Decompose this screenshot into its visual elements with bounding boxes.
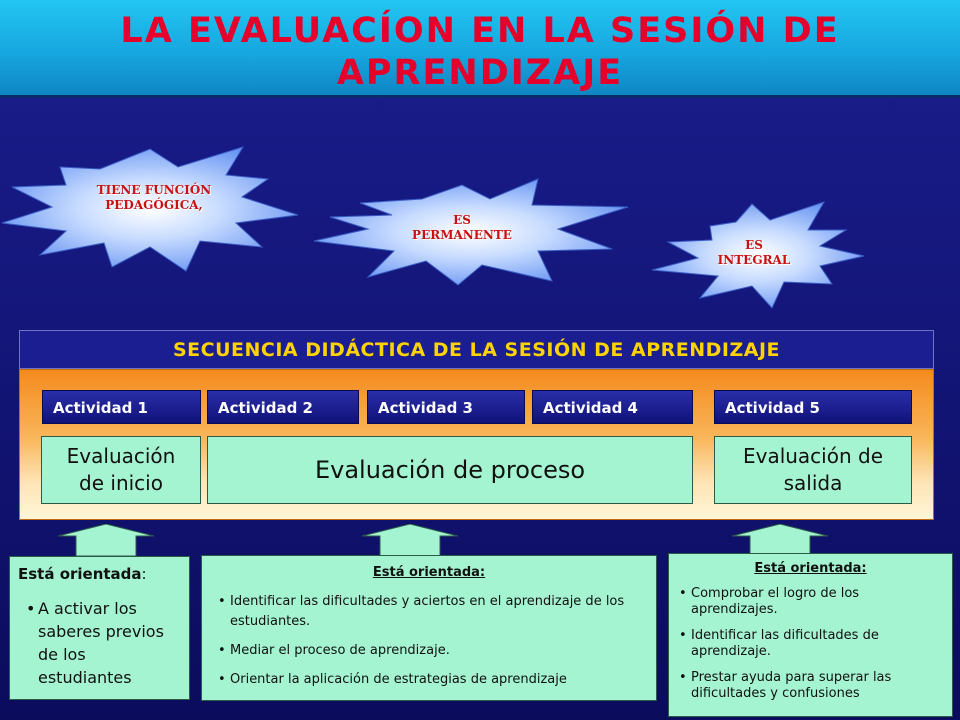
arrow-up-icon: [58, 524, 154, 556]
evaluation-proceso: [207, 436, 693, 504]
title-banner: [0, 0, 960, 98]
list-item: • Mediar el proceso de aprendizaje.: [230, 641, 646, 661]
activity-4: Actividad 4: [532, 390, 693, 424]
info-box-inicio: [9, 556, 190, 700]
info-box-heading-colon: :: [141, 565, 147, 583]
evaluation-salida-line-1: Evaluación de: [742, 444, 884, 468]
list-item: • Comprobar el logro de los aprendizajes.: [691, 586, 944, 618]
page-title-line-2: APRENDIZAJE: [336, 53, 624, 93]
page-title-line-1: LA EVALUACÍON EN LA SESIÓN DE: [120, 11, 840, 51]
info-box-list: [212, 592, 646, 690]
activity-3: Actividad 3: [367, 390, 525, 424]
star-label-line-1: TIENE FUNCIÓN: [96, 183, 212, 197]
arrow-up-icon: [732, 524, 828, 556]
star-label-line-2: PEDAGÓGICA,: [105, 198, 203, 212]
list-item: • Prestar ayuda para superar las dificultades y confusiones: [691, 670, 944, 702]
activity-5: Actividad 5: [714, 390, 912, 424]
info-box-heading: Está orientada:: [754, 561, 867, 576]
star-label-line-1: ES: [453, 213, 471, 227]
evaluation-proceso-label: Evaluación de proceso: [314, 455, 586, 484]
list-item: • Identificar las dificultades y aciertos en el aprendizaje de los estudiantes.: [230, 592, 646, 632]
info-box-heading: [18, 565, 181, 583]
star-permanent: [312, 177, 632, 287]
info-box-heading-text: Está orientada: [18, 565, 142, 583]
info-box-list: [677, 586, 944, 702]
star-integral: [648, 200, 868, 312]
star-label-line-2: PERMANENTE: [412, 228, 512, 242]
info-box-salida: [668, 553, 953, 717]
star-label-line-1: ES: [745, 238, 763, 252]
info-box-list: [18, 597, 181, 689]
list-item: • A activar los saberes previos de los estudiantes: [38, 597, 181, 689]
evaluation-inicio-line-2: de inicio: [79, 471, 163, 495]
list-item: • Orientar la aplicación de estrategias de aprendizaje: [230, 670, 646, 690]
list-item: • Identificar las dificultades de aprendizaje.: [691, 628, 944, 660]
evaluation-inicio: [41, 436, 201, 504]
evaluation-salida-line-2: salida: [783, 471, 843, 495]
info-box-proceso: [201, 555, 657, 701]
arrow-up-icon: [362, 524, 458, 556]
activity-2: Actividad 2: [207, 390, 359, 424]
star-pedagogical-function: [0, 143, 300, 273]
star-label-line-2: INTEGRAL: [717, 253, 791, 267]
evaluation-salida: [714, 436, 912, 504]
activity-1: Actividad 1: [42, 390, 201, 424]
evaluation-inicio-line-1: Evaluación: [66, 444, 176, 468]
sequence-header: SECUENCIA DIDÁCTICA DE LA SESIÓN DE APRENDIZAJE: [19, 330, 934, 369]
info-box-heading: Está orientada:: [372, 565, 486, 580]
